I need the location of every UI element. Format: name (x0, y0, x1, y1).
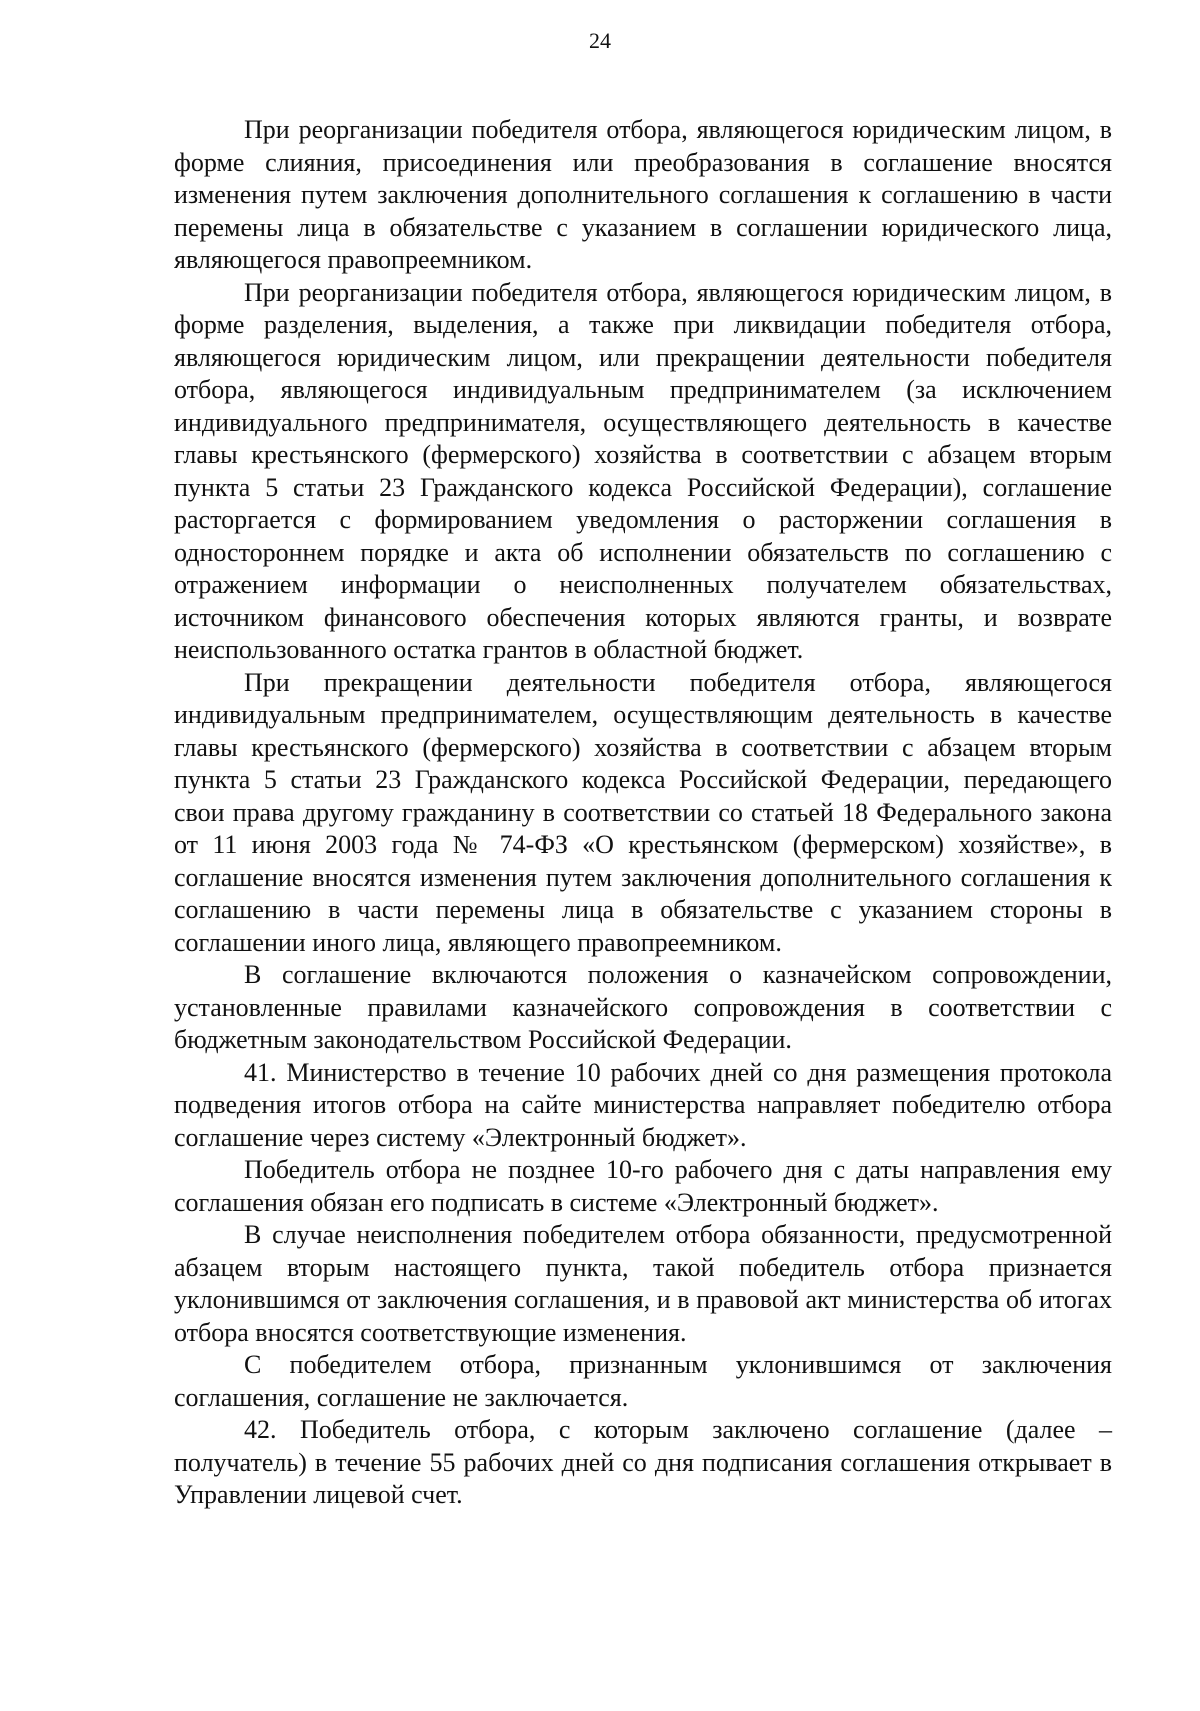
paragraph-item-42: 42. Победитель отбора, с которым заключено соглашение (далее – получатель) в течение 55 рабочих дней со дня подписания соглашения открывает в Управлении лицевой счет. (174, 1415, 1112, 1509)
paragraph-signing-deadline: Победитель отбора не позднее 10-го рабочего дня с даты направления ему соглашения обязан его подписать в системе «Электронный бюджет». (174, 1155, 1112, 1217)
page-number: 24 (589, 28, 611, 53)
paragraph-farm-head-termination: При прекращении деятельности победителя отбора, являющегося индивидуальным предпринимателем, осуществляющим деятельность в качестве главы крестьянского (фермерского) хозяйства в соответствии с абзацем вторым пункта 5 статьи 23 Гражданского кодекса Российской Федерации, передающего свои права другому гражданину в соответствии со статьей 18 Федерального закона от 11 июня 2003 года № 74-ФЗ «О крестьянском (фермерском) хозяйстве», в соглашение вносятся изменения путем заключения дополнительного соглашения к соглашению в части перемены лица в обязательстве с указанием стороны в соглашении иного лица, являющего правопреемником. (174, 667, 1112, 957)
paragraph-no-agreement: С победителем отбора, признанным уклонившимся от заключения соглашения, соглашение не заключается. (174, 1350, 1112, 1412)
paragraph-reorganization-merger: При реорганизации победителя отбора, являющегося юридическим лицом, в форме слияния, присоединения или преобразования в соглашение вносятся изменения путем заключения дополнительного соглашения к соглашению в части перемены лица в обязательстве с указанием в соглашении юридического лица, являющегося правопреемником. (174, 115, 1112, 274)
paragraph-treasury-support: В соглашение включаются положения о казначейском сопровождении, установленные правилами казначейского сопровождения в соответствии с бюджетным законодательством Российской Федерации. (174, 960, 1112, 1054)
paragraph-item-41: 41. Министерство в течение 10 рабочих дней со дня размещения протокола подведения итогов отбора на сайте министерства направляет победителю отбора соглашение через систему «Электронный бюджет». (174, 1057, 1112, 1152)
paragraph-reorganization-division: При реорганизации победителя отбора, являющегося юридическим лицом, в форме разделения, выделения, а также при ликвидации победителя отбора, являющегося юридическим лицом, или прекращении деятельности победителя отбора, являющегося индивидуальным предпринимателем (за исключением индивидуального предпринимателя, осуществляющего деятельность в качестве главы крестьянского (фермерского) хозяйства в соответствии с абзацем вторым пункта 5 статьи 23 Гражданского кодекса Российской Федерации), соглашение расторгается с формированием уведомления о расторжении соглашения в одностороннем порядке и акта об исполнении обязательств по соглашению с отражением информации о неисполненных получателем обязательствах, источником финансового обеспечения которых являются гранты, и возврате неиспользованного остатка грантов в областной бюджет. (174, 277, 1112, 664)
document-body (174, 114, 1112, 1512)
paragraph-evasion: В случае неисполнения победителем отбора обязанности, предусмотренной абзацем вторым настоящего пункта, такой победитель отбора признается уклонившимся от заключения соглашения, и в правовой акт министерства об итогах отбора вносятся соответствующие изменения. (174, 1220, 1112, 1347)
